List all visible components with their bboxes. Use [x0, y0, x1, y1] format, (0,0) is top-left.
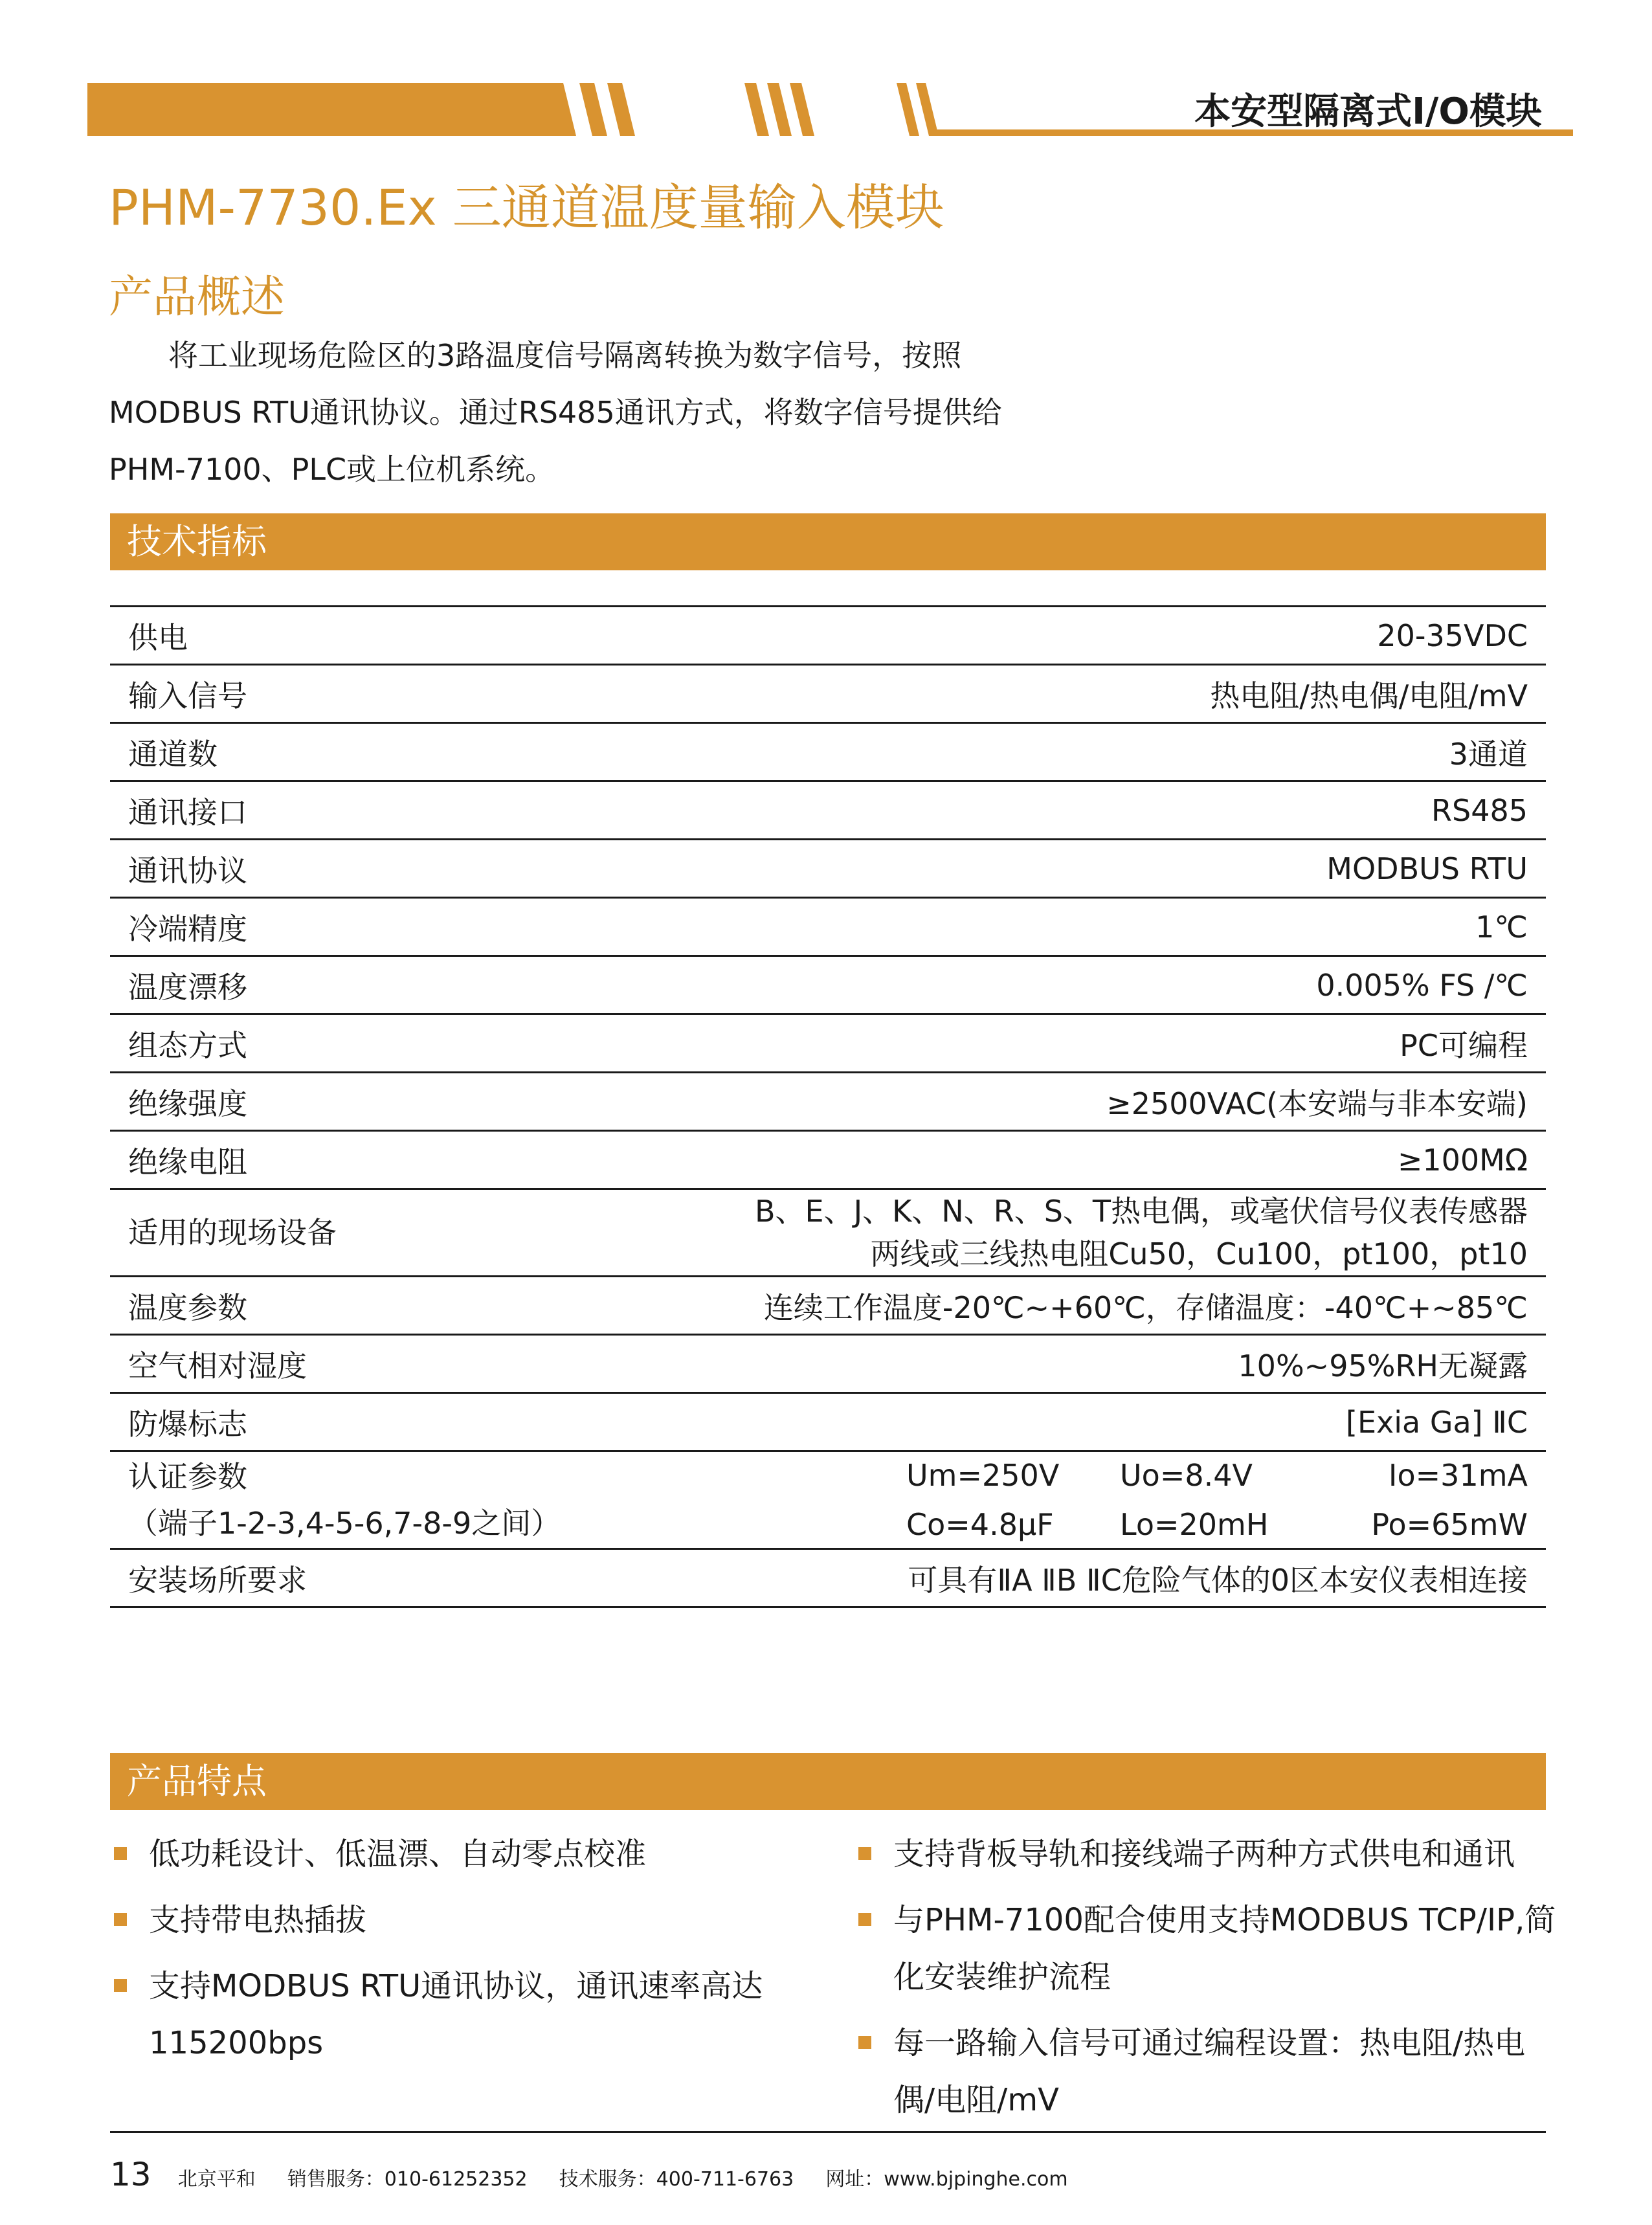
square-bullet-icon — [114, 1847, 127, 1860]
feature-item — [110, 1892, 816, 1949]
spec-value-line: B、E、J、K、N、R、S、T热电偶，或毫伏信号仪表传感器 — [754, 1194, 1528, 1229]
spec-value: 可具有ⅡA ⅡB ⅡC危险气体的0区本安仪表相连接 — [908, 1562, 1528, 1598]
footer-website-link[interactable]: 网址：www.bjpinghe.com — [825, 2168, 1068, 2191]
spec-row-input — [110, 665, 1546, 723]
spec-label — [110, 1451, 637, 1549]
spec-row-installation — [110, 1549, 1546, 1607]
spec-row-drift — [110, 956, 1546, 1014]
spec-value: 0.005% FS /℃ — [1316, 967, 1528, 1003]
overview-line-3: PHM-7100、PLC或上位机系统。 — [109, 452, 555, 487]
spec-label: 通讯协议 — [128, 853, 247, 888]
spec-row-config — [110, 1014, 1546, 1073]
feature-text: 偶/电阻/mV — [893, 2082, 1059, 2118]
spec-label: 温度参数 — [128, 1290, 247, 1325]
spec-value — [637, 1189, 1546, 1277]
feature-text: 每一路输入信号可通过编程设置：热电阻/热电 — [893, 2025, 1526, 2061]
square-bullet-icon — [858, 1913, 871, 1926]
spec-row-interface — [110, 781, 1546, 840]
spec-label: 安装场所要求 — [128, 1562, 307, 1598]
spec-value: 连续工作温度-20℃~+60℃，存储温度：-40℃+~85℃ — [763, 1290, 1528, 1325]
spec-label: 通讯接口 — [128, 794, 247, 830]
spec-label: 通道数 — [128, 736, 218, 772]
footer-support-phone: 技术服务：400-711-6763 — [559, 2168, 794, 2191]
product-title: PHM-7730.Ex 三通道温度量输入模块 — [109, 179, 944, 236]
cert-param: Uo=8.4V — [1120, 1458, 1253, 1493]
spec-value-line: 两线或三线热电阻Cu50，Cu100，pt100，pt10 — [870, 1236, 1528, 1271]
spec-row-power — [110, 607, 1546, 665]
feature-text: 支持带电热插拔 — [149, 1902, 367, 1938]
spec-value: PC可编程 — [1400, 1027, 1528, 1063]
spec-row-insulation-strength — [110, 1073, 1546, 1131]
square-bullet-icon — [858, 1847, 871, 1860]
spec-value: MODBUS RTU — [1326, 851, 1528, 886]
feature-text: 化安装维护流程 — [893, 1959, 1111, 1995]
feature-item — [854, 1826, 1560, 1883]
spec-value: ≥2500VAC(本安端与非本安端) — [1106, 1086, 1528, 1121]
spec-row-devices — [110, 1189, 1546, 1277]
spec-value: ≥100MΩ — [1397, 1142, 1528, 1178]
spec-row-temperature — [110, 1277, 1546, 1335]
specs-heading: 技术指标 — [110, 513, 1546, 570]
spec-label: 适用的现场设备 — [128, 1215, 337, 1250]
overview-text — [109, 327, 1119, 498]
spec-label: 防爆标志 — [128, 1406, 247, 1442]
square-bullet-icon — [114, 1979, 127, 1992]
spec-row-protocol — [110, 840, 1546, 898]
feature-item — [854, 2015, 1560, 2129]
spec-label: 输入信号 — [128, 678, 247, 713]
spec-value: 10%~95%RH无凝露 — [1238, 1348, 1528, 1383]
footer-divider — [110, 2131, 1546, 2133]
square-bullet-icon — [114, 1913, 127, 1926]
overview-line-2: MODBUS RTU通讯协议。通过RS485通讯方式，将数字信号提供给 — [109, 395, 1002, 430]
spec-value: 20-35VDC — [1377, 618, 1528, 653]
spec-value: 1℃ — [1475, 909, 1528, 945]
feature-text: 支持MODBUS RTU通讯协议，通讯速率高达 — [149, 1968, 763, 2004]
spec-row-cold-junction — [110, 898, 1546, 956]
spec-label: 温度漂移 — [128, 969, 247, 1005]
spec-row-channels — [110, 723, 1546, 781]
features-right-column — [854, 1826, 1560, 2138]
spec-value — [637, 1451, 1546, 1549]
overview-line-1: 将工业现场危险区的3路温度信号隔离转换为数字信号，按照 — [168, 338, 962, 373]
square-bullet-icon — [858, 2036, 871, 2049]
cert-param: Lo=20mH — [1120, 1507, 1269, 1542]
spec-label: 冷端精度 — [128, 911, 247, 946]
spec-label-line: （端子1-2-3,4-5-6,7-8-9之间） — [128, 1506, 561, 1541]
cert-params-grid — [906, 1452, 1528, 1548]
feature-item — [110, 1958, 816, 2072]
feature-text: 低功耗设计、低温漂、自动零点校准 — [149, 1836, 647, 1872]
footer — [110, 2156, 1097, 2193]
cert-param: Um=250V — [906, 1458, 1060, 1493]
feature-item — [110, 1826, 816, 1883]
specs-table — [110, 605, 1546, 1608]
spec-label: 绝缘电阻 — [128, 1144, 247, 1180]
spec-value: 热电阻/热电偶/电阻/mV — [1210, 678, 1528, 713]
spec-value: RS485 — [1431, 792, 1528, 828]
spec-label: 绝缘强度 — [128, 1086, 247, 1121]
feature-text: 与PHM-7100配合使用支持MODBUS TCP/IP,简 — [893, 1902, 1556, 1938]
feature-text: 115200bps — [149, 2025, 324, 2061]
cert-param: Io=31mA — [1388, 1458, 1528, 1493]
page-number: 13 — [110, 2156, 151, 2193]
spec-value: 3通道 — [1449, 736, 1528, 772]
spec-row-ex-marking — [110, 1393, 1546, 1451]
header-title: 本安型隔离式I/O模块 — [1194, 91, 1542, 133]
cert-param: Po=65mW — [1371, 1507, 1528, 1542]
spec-label: 空气相对湿度 — [128, 1348, 307, 1383]
features-left-column — [110, 1826, 816, 2081]
feature-item — [854, 1892, 1560, 2006]
overview-heading: 产品概述 — [109, 272, 285, 323]
cert-param: Co=4.8μF — [906, 1507, 1054, 1542]
spec-row-certification — [110, 1451, 1546, 1549]
spec-row-humidity — [110, 1335, 1546, 1393]
feature-text: 支持背板导轨和接线端子两种方式供电和通讯 — [893, 1836, 1515, 1872]
footer-sales-phone: 销售服务：010-61252352 — [287, 2168, 528, 2191]
footer-company: 北京平和 — [177, 2168, 256, 2191]
spec-label-line: 认证参数 — [128, 1459, 247, 1494]
spec-row-insulation-resistance — [110, 1131, 1546, 1189]
spec-label: 供电 — [128, 620, 188, 655]
spec-label: 组态方式 — [128, 1027, 247, 1063]
spec-value: [Exia Ga] ⅡC — [1346, 1404, 1528, 1440]
features-heading: 产品特点 — [110, 1753, 1546, 1810]
